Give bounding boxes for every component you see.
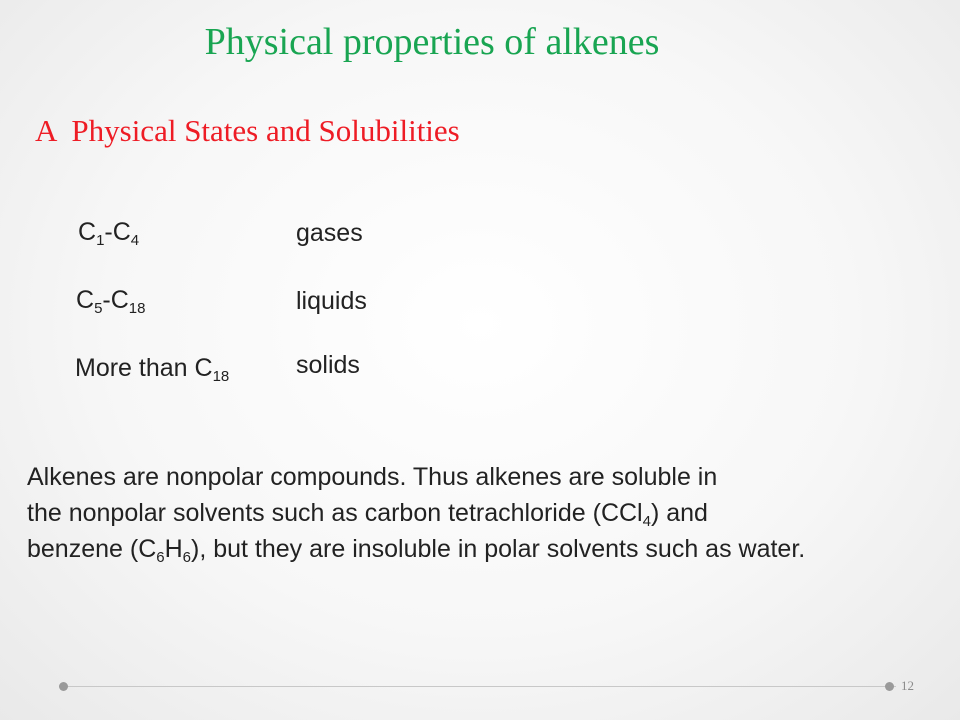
page-number: 12: [901, 678, 914, 693]
section-letter: A: [35, 113, 58, 148]
paragraph-line: Alkenes are nonpolar compounds. Thus alkenes are soluble in: [27, 463, 718, 491]
state-solids: solids: [296, 351, 360, 379]
formula-c5-c18: $C_5-C_{18}$: [76, 286, 146, 317]
slide-title: Physical properties of alkenes: [204, 21, 660, 63]
formula-more-than-c18: More than $C_{18}$: [75, 354, 230, 385]
footer-dot-left: [59, 682, 68, 691]
paragraph-line: the nonpolar solvents such as carbon tetrachloride (CCl$_4$) and: [27, 499, 708, 530]
section-heading-text: Physical States and Solubilities: [71, 113, 460, 148]
paragraph-line: benzene $(C_6H_6)$, but they are insoluble in polar solvents such as water.: [27, 535, 806, 566]
solubility-paragraph: [27, 459, 937, 567]
footer-dot-right: [885, 682, 894, 691]
state-liquids: liquids: [296, 287, 367, 315]
formula-c1-c4: $C_1-C_4$: [78, 218, 140, 249]
section-heading: [35, 113, 460, 149]
footer-divider: [62, 686, 896, 687]
state-gases: gases: [296, 219, 363, 247]
